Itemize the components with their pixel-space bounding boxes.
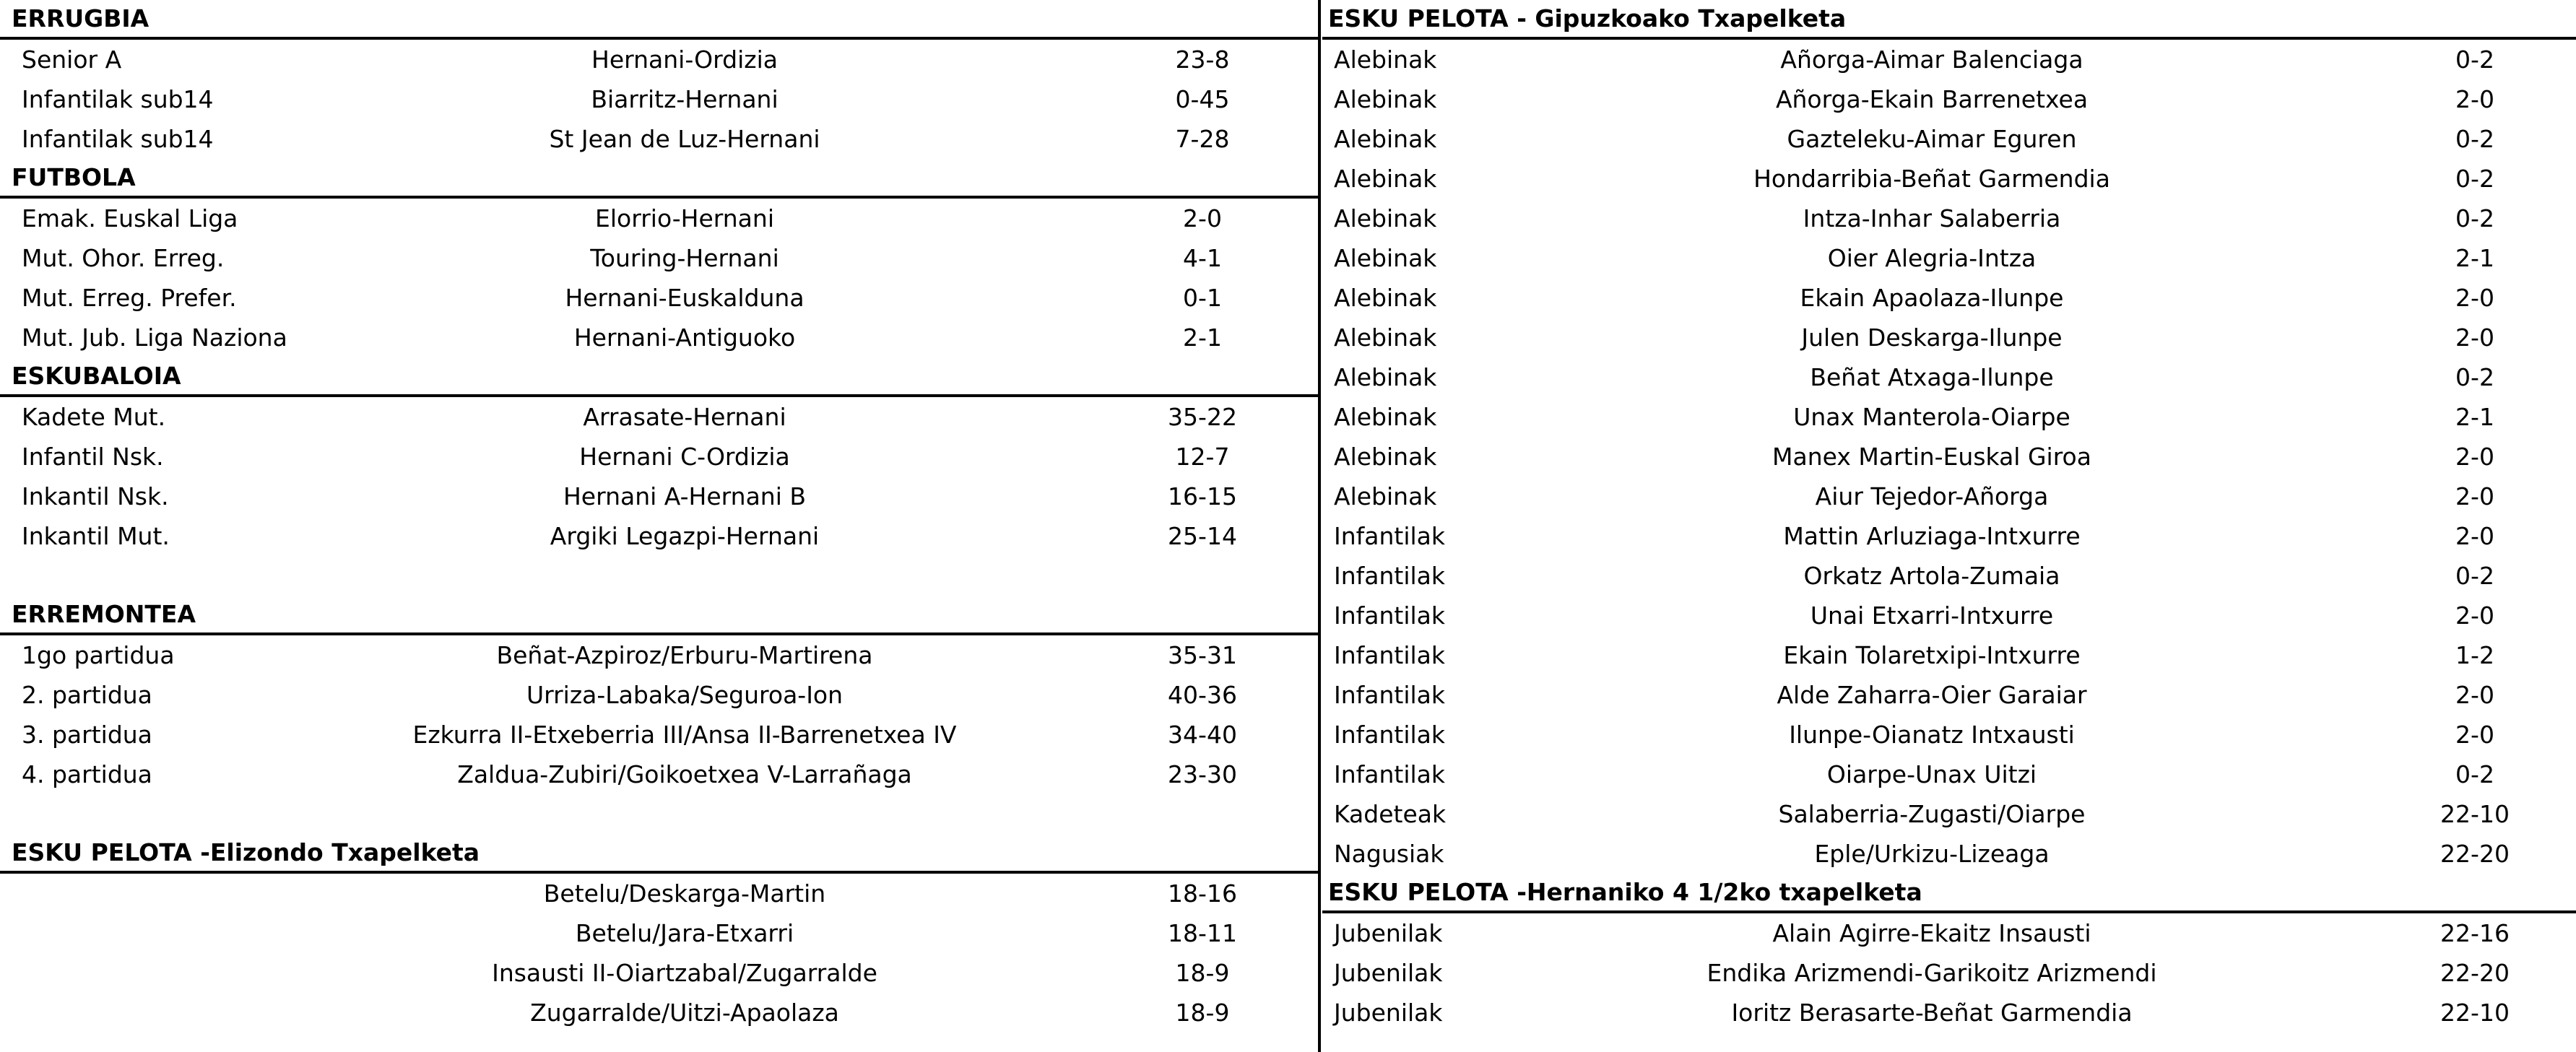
- section-header: [1322, 874, 2576, 913]
- category-cell: Alebinak: [1334, 125, 1437, 153]
- score-cell: 0-2: [2455, 760, 2494, 788]
- score-cell: 23-30: [1168, 760, 1237, 788]
- score-cell: 0-2: [2455, 204, 2494, 232]
- match-cell: Beñat Atxaga-Ilunpe: [1810, 363, 2054, 391]
- result-row: [0, 40, 1319, 79]
- category-cell: Infantilak sub14: [22, 85, 214, 113]
- score-cell: 12-7: [1175, 443, 1230, 471]
- section-title: ESKU PELOTA -Hernaniko 4 1/2ko txapelketa: [1328, 878, 1922, 906]
- match-cell: Oier Alegria-Intza: [1827, 244, 2037, 272]
- score-cell: 18-11: [1168, 919, 1237, 947]
- result-row: [1322, 834, 2576, 874]
- score-cell: 2-0: [2455, 443, 2494, 471]
- result-row: [1322, 119, 2576, 159]
- category-cell: Alebinak: [1334, 363, 1437, 391]
- section-header: [0, 596, 1319, 635]
- category-cell: Nagusiak: [1334, 840, 1444, 868]
- match-cell: Añorga-Aimar Balenciaga: [1780, 45, 2083, 74]
- category-cell: Emak. Euskal Liga: [22, 204, 238, 232]
- category-cell: Mut. Jub. Liga Naziona: [22, 323, 287, 352]
- result-row: [1322, 199, 2576, 238]
- match-cell: Ioritz Berasarte-Beñat Garmendia: [1731, 999, 2133, 1027]
- section-title: ESKU PELOTA -Elizondo Txapelketa: [12, 838, 480, 866]
- match-cell: Hernani C-Ordizia: [579, 443, 790, 471]
- result-row: [0, 318, 1319, 357]
- match-cell: Alde Zaharra-Oier Garaiar: [1777, 681, 2087, 709]
- category-cell: 4. partidua: [22, 760, 152, 788]
- score-cell: 2-0: [2455, 482, 2494, 510]
- score-cell: 22-16: [2440, 919, 2510, 947]
- result-row: [0, 477, 1319, 516]
- match-cell: Beñat-Azpiroz/Erburu-Martirena: [496, 641, 873, 669]
- match-cell: Zugarralde/Uitzi-Apaolaza: [530, 999, 839, 1027]
- category-cell: Alebinak: [1334, 165, 1437, 193]
- category-cell: Alebinak: [1334, 45, 1437, 74]
- match-cell: Elorrio-Hernani: [595, 204, 774, 232]
- result-row: [0, 278, 1319, 318]
- category-cell: Infantil Nsk.: [22, 443, 164, 471]
- section-title: ESKU PELOTA - Gipuzkoako Txapelketa: [1328, 4, 1847, 32]
- score-cell: 0-2: [2455, 562, 2494, 590]
- score-cell: 35-22: [1168, 403, 1237, 431]
- score-cell: 0-45: [1175, 85, 1230, 113]
- result-row: [0, 238, 1319, 278]
- score-cell: 22-10: [2440, 999, 2510, 1027]
- score-cell: 18-9: [1175, 959, 1230, 987]
- result-row: [1322, 159, 2576, 199]
- score-cell: 22-10: [2440, 800, 2510, 828]
- result-row: [0, 119, 1319, 159]
- result-row: [0, 993, 1319, 1033]
- score-cell: 2-0: [1183, 204, 1222, 232]
- match-cell: Ezkurra II-Etxeberria III/Ansa II-Barrenetxea IV: [412, 721, 957, 749]
- result-row: [1322, 596, 2576, 635]
- category-cell: Infantilak: [1334, 721, 1446, 749]
- result-row: [1322, 238, 2576, 278]
- result-row: [1322, 40, 2576, 79]
- category-cell: 2. partidua: [22, 681, 152, 709]
- category-cell: 1go partidua: [22, 641, 175, 669]
- match-cell: Biarritz-Hernani: [591, 85, 779, 113]
- result-row: [0, 675, 1319, 715]
- match-cell: Unai Etxarri-Intxurre: [1810, 601, 2054, 630]
- result-row: [1322, 715, 2576, 755]
- result-row: [1322, 516, 2576, 556]
- score-cell: 0-2: [2455, 363, 2494, 391]
- category-cell: Senior A: [22, 45, 122, 74]
- score-cell: 2-0: [2455, 681, 2494, 709]
- match-cell: Unax Manterola-Oiarpe: [1793, 403, 2070, 431]
- result-row: [0, 397, 1319, 437]
- score-cell: 2-0: [2455, 601, 2494, 630]
- score-cell: 2-0: [2455, 323, 2494, 352]
- match-cell: Oiarpe-Unax Uitzi: [1826, 760, 2037, 788]
- category-cell: Mut. Ohor. Erreg.: [22, 244, 225, 272]
- category-cell: Infantilak: [1334, 760, 1446, 788]
- category-cell: Inkantil Mut.: [22, 522, 170, 550]
- category-cell: 3. partidua: [22, 721, 152, 749]
- result-row: [1322, 397, 2576, 437]
- match-cell: Ekain Apaolaza-Ilunpe: [1800, 284, 2064, 312]
- result-row: [0, 913, 1319, 953]
- result-row: [1322, 556, 2576, 596]
- score-cell: 40-36: [1168, 681, 1237, 709]
- result-row: [0, 953, 1319, 993]
- category-cell: Infantilak: [1334, 681, 1446, 709]
- category-cell: Kadete Mut.: [22, 403, 166, 431]
- score-cell: 2-0: [2455, 284, 2494, 312]
- result-row: [1322, 437, 2576, 477]
- result-row: [1322, 794, 2576, 834]
- section-header: [0, 159, 1319, 199]
- score-cell: 2-1: [2455, 244, 2494, 272]
- category-cell: Infantilak: [1334, 562, 1446, 590]
- match-cell: Gazteleku-Aimar Eguren: [1787, 125, 2077, 153]
- match-cell: Betelu/Jara-Etxarri: [575, 919, 794, 947]
- score-cell: 2-1: [1183, 323, 1222, 352]
- match-cell: Orkatz Artola-Zumaia: [1803, 562, 2060, 590]
- match-cell: Eple/Urkizu-Lizeaga: [1814, 840, 2050, 868]
- category-cell: Infantilak sub14: [22, 125, 214, 153]
- match-cell: Ekain Tolaretxipi-Intxurre: [1783, 641, 2081, 669]
- score-cell: 34-40: [1168, 721, 1237, 749]
- match-cell: Touring-Hernani: [590, 244, 779, 272]
- score-cell: 18-9: [1175, 999, 1230, 1027]
- score-cell: 18-16: [1168, 879, 1237, 908]
- match-cell: Julen Deskarga-Ilunpe: [1801, 323, 2063, 352]
- result-row: [0, 437, 1319, 477]
- match-cell: St Jean de Luz-Hernani: [549, 125, 820, 153]
- category-cell: Jubenilak: [1334, 999, 1443, 1027]
- category-cell: Infantilak: [1334, 522, 1446, 550]
- match-cell: Ilunpe-Oianatz Intxausti: [1789, 721, 2075, 749]
- match-cell: Betelu/Deskarga-Martin: [543, 879, 826, 908]
- score-cell: 0-2: [2455, 45, 2494, 74]
- section-title: ESKUBALOIA: [12, 362, 181, 390]
- match-cell: Hondarribia-Beñat Garmendia: [1753, 165, 2110, 193]
- section-header: [1322, 0, 2576, 40]
- match-cell: Alain Agirre-Ekaitz Insausti: [1772, 919, 2091, 947]
- score-cell: 16-15: [1168, 482, 1237, 510]
- match-cell: Salaberria-Zugasti/Oiarpe: [1778, 800, 2086, 828]
- score-cell: 2-0: [2455, 721, 2494, 749]
- score-cell: 2-1: [2455, 403, 2494, 431]
- section-title: ERRUGBIA: [12, 4, 149, 32]
- section-header: [0, 0, 1319, 40]
- result-row: [1322, 993, 2576, 1033]
- score-cell: 2-0: [2455, 85, 2494, 113]
- result-row: [0, 199, 1319, 238]
- result-row: [0, 755, 1319, 794]
- result-row: [0, 516, 1319, 556]
- match-cell: Intza-Inhar Salaberria: [1803, 204, 2061, 232]
- score-cell: 1-2: [2455, 641, 2494, 669]
- section-title: FUTBOLA: [12, 163, 136, 191]
- match-cell: Hernani-Antiguoko: [573, 323, 796, 352]
- match-cell: Arrasate-Hernani: [583, 403, 786, 431]
- score-cell: 0-1: [1183, 284, 1222, 312]
- section-header: [0, 357, 1319, 397]
- score-cell: 22-20: [2440, 840, 2510, 868]
- match-cell: Zaldua-Zubiri/Goikoetxea V-Larrañaga: [457, 760, 912, 788]
- result-row: [1322, 318, 2576, 357]
- result-row: [1322, 79, 2576, 119]
- category-cell: Alebinak: [1334, 284, 1437, 312]
- match-cell: Manex Martin-Euskal Giroa: [1772, 443, 2091, 471]
- column-divider: [1318, 0, 1321, 1052]
- category-cell: Jubenilak: [1334, 919, 1443, 947]
- match-cell: Urriza-Labaka/Seguroa-Ion: [526, 681, 844, 709]
- result-row: [1322, 357, 2576, 397]
- score-cell: 7-28: [1175, 125, 1230, 153]
- match-cell: Hernani A-Hernani B: [563, 482, 807, 510]
- score-cell: 23-8: [1175, 45, 1230, 74]
- match-cell: Mattin Arluziaga-Intxurre: [1783, 522, 2081, 550]
- category-cell: Alebinak: [1334, 244, 1437, 272]
- match-cell: Endika Arizmendi-Garikoitz Arizmendi: [1707, 959, 2157, 987]
- category-cell: Alebinak: [1334, 482, 1437, 510]
- score-cell: 2-0: [2455, 522, 2494, 550]
- match-cell: Argiki Legazpi-Hernani: [550, 522, 820, 550]
- score-cell: 4-1: [1183, 244, 1222, 272]
- category-cell: Alebinak: [1334, 204, 1437, 232]
- result-row: [1322, 278, 2576, 318]
- result-row: [0, 715, 1319, 755]
- result-row: [1322, 477, 2576, 516]
- result-row: [1322, 635, 2576, 675]
- match-cell: Insausti II-Oiartzabal/Zugarralde: [492, 959, 877, 987]
- result-row: [1322, 913, 2576, 953]
- result-row: [1322, 675, 2576, 715]
- match-cell: Añorga-Ekain Barrenetxea: [1775, 85, 2089, 113]
- section-header: [0, 834, 1319, 874]
- result-row: [1322, 755, 2576, 794]
- match-cell: Aiur Tejedor-Añorga: [1815, 482, 2049, 510]
- category-cell: Inkantil Nsk.: [22, 482, 169, 510]
- score-cell: 25-14: [1168, 522, 1237, 550]
- category-cell: Jubenilak: [1334, 959, 1443, 987]
- result-row: [0, 874, 1319, 913]
- category-cell: Alebinak: [1334, 85, 1437, 113]
- category-cell: Infantilak: [1334, 641, 1446, 669]
- result-row: [0, 635, 1319, 675]
- category-cell: Mut. Erreg. Prefer.: [22, 284, 237, 312]
- result-row: [0, 79, 1319, 119]
- match-cell: Hernani-Euskalduna: [565, 284, 805, 312]
- category-cell: Kadeteak: [1334, 800, 1447, 828]
- category-cell: Infantilak: [1334, 601, 1446, 630]
- category-cell: Alebinak: [1334, 443, 1437, 471]
- match-cell: Hernani-Ordizia: [591, 45, 778, 74]
- section-title: ERREMONTEA: [12, 600, 196, 628]
- score-cell: 0-2: [2455, 165, 2494, 193]
- category-cell: Alebinak: [1334, 403, 1437, 431]
- score-cell: 35-31: [1168, 641, 1237, 669]
- category-cell: Alebinak: [1334, 323, 1437, 352]
- score-cell: 0-2: [2455, 125, 2494, 153]
- score-cell: 22-20: [2440, 959, 2510, 987]
- result-row: [1322, 953, 2576, 993]
